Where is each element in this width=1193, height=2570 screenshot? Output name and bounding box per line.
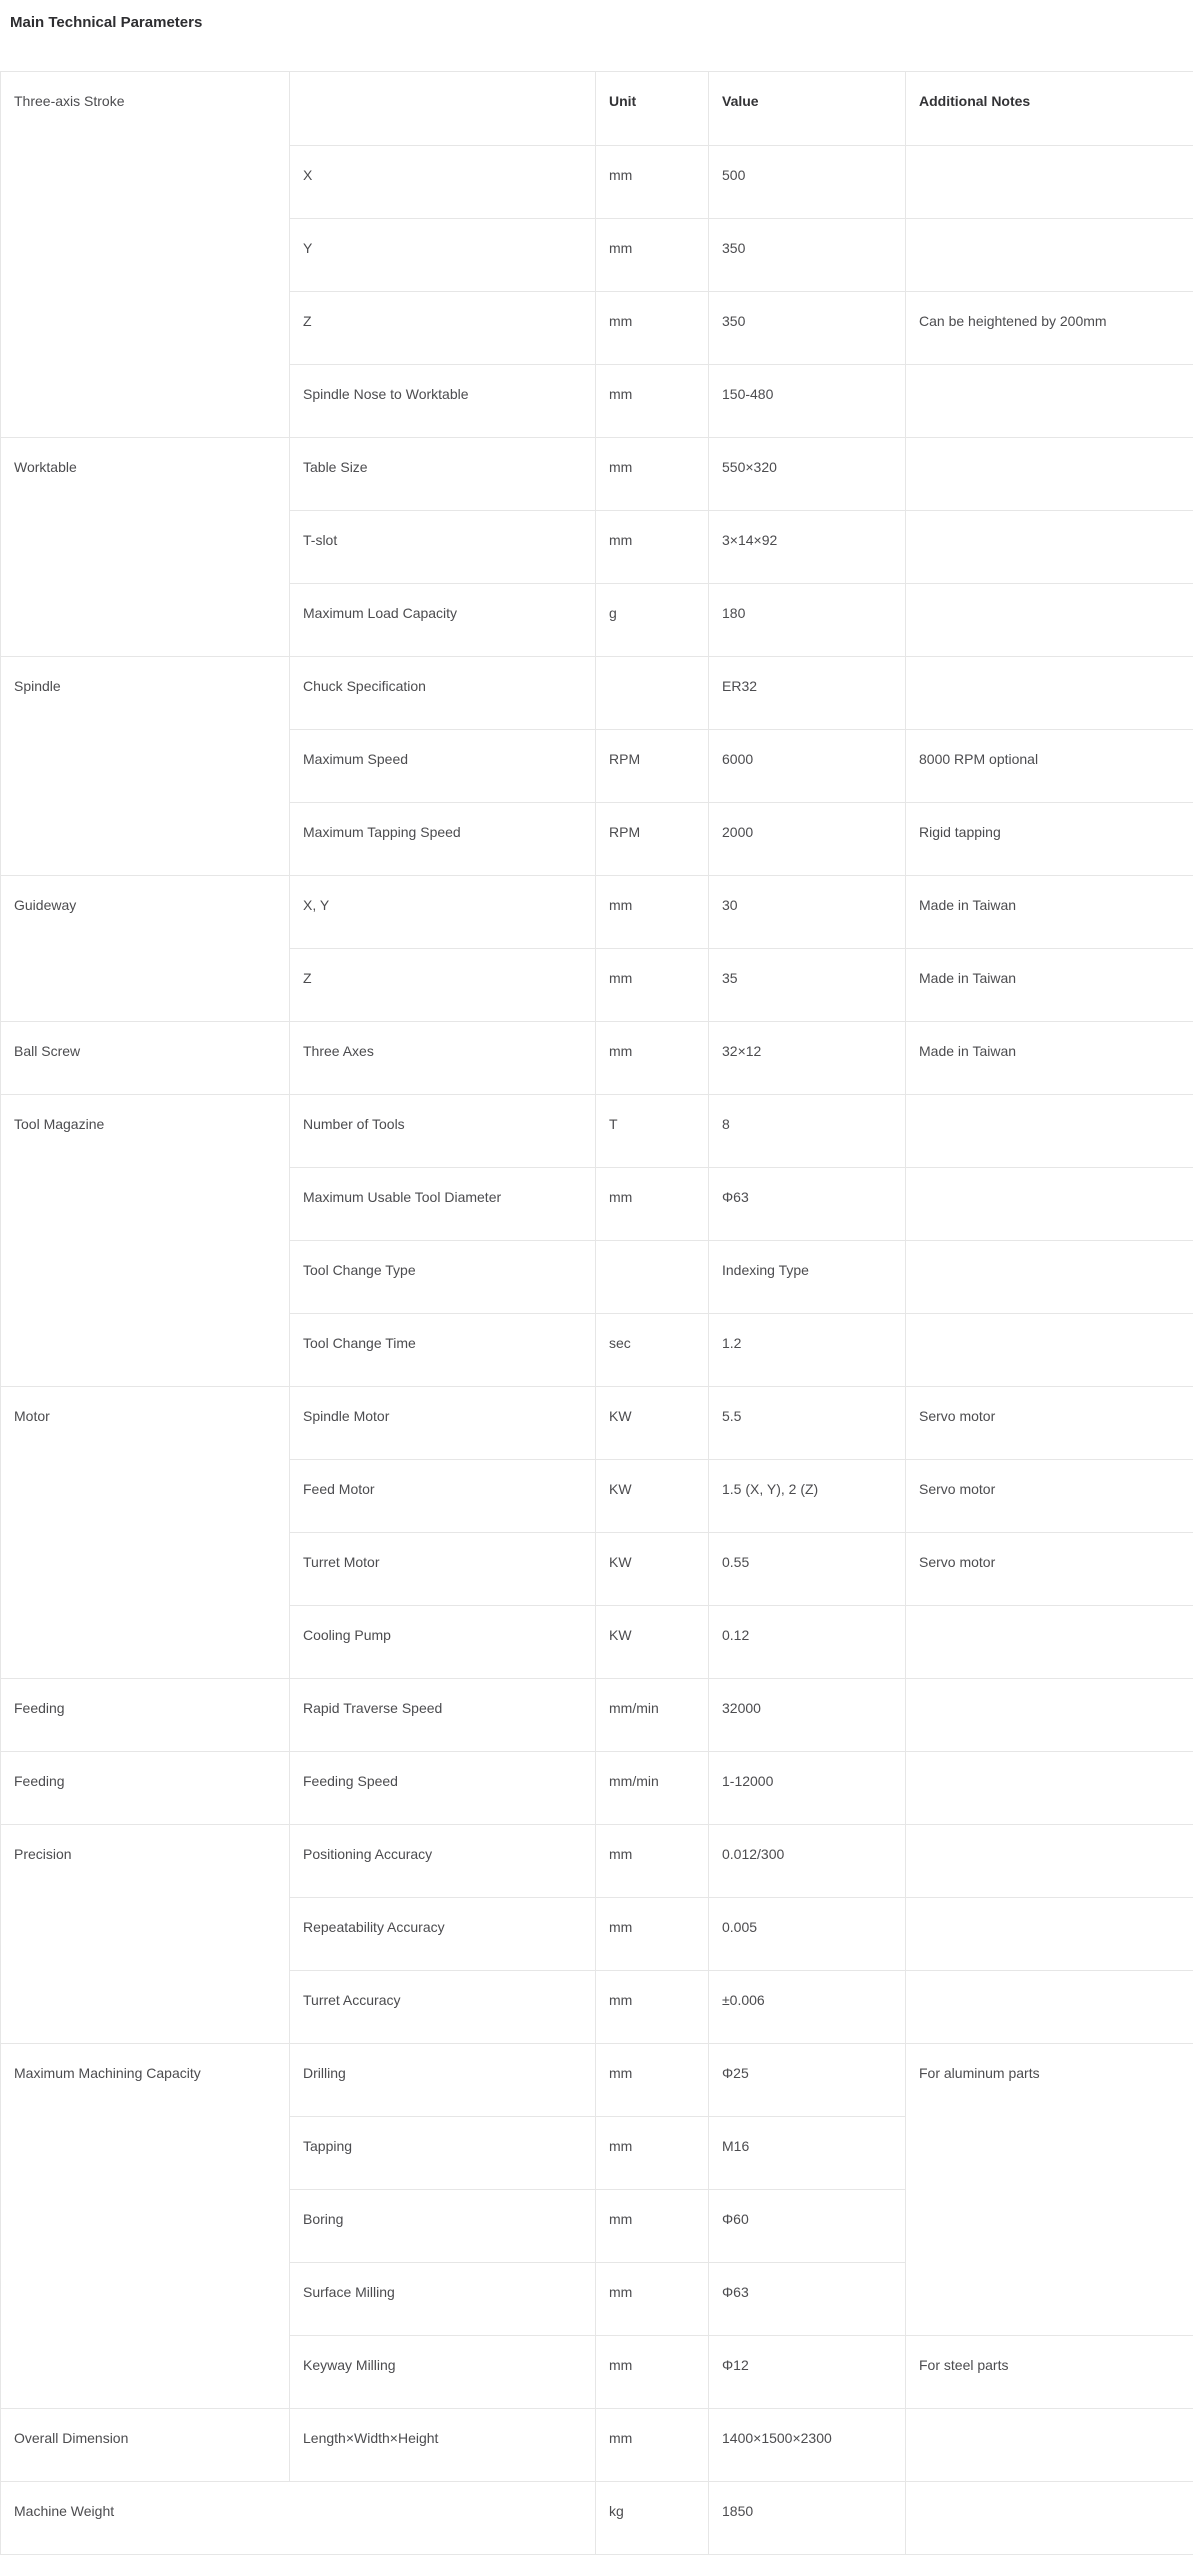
value-cell: ER32 — [709, 657, 906, 730]
value-cell: 5.5 — [709, 1387, 906, 1460]
notes-cell — [906, 1971, 1193, 2044]
table-row — [1, 1752, 1193, 1825]
category-cell: Machine Weight — [1, 2482, 596, 2555]
unit-cell: mm — [596, 2263, 709, 2336]
column-header-value: Value — [709, 72, 906, 146]
notes-cell: Servo motor — [906, 1387, 1193, 1460]
column-header-parameter — [290, 72, 596, 146]
notes-cell — [906, 1314, 1193, 1387]
category-cell: Motor — [1, 1387, 290, 1679]
unit-cell: mm — [596, 1168, 709, 1241]
notes-cell — [906, 1241, 1193, 1314]
parameter-cell: Cooling Pump — [290, 1606, 596, 1679]
unit-cell: mm — [596, 1825, 709, 1898]
parameter-cell: Surface Milling — [290, 2263, 596, 2336]
unit-cell — [596, 657, 709, 730]
notes-cell — [906, 657, 1193, 730]
value-cell: Φ12 — [709, 2336, 906, 2409]
unit-cell: RPM — [596, 803, 709, 876]
unit-cell: KW — [596, 1606, 709, 1679]
category-cell: Overall Dimension — [1, 2409, 290, 2482]
unit-cell: RPM — [596, 730, 709, 803]
value-cell: 500 — [709, 146, 906, 219]
table-row — [1, 657, 1193, 730]
value-cell: 0.005 — [709, 1898, 906, 1971]
value-cell: 350 — [709, 219, 906, 292]
parameter-cell: Turret Motor — [290, 1533, 596, 1606]
unit-cell: mm — [596, 2044, 709, 2117]
value-cell: Φ60 — [709, 2190, 906, 2263]
value-cell: 8 — [709, 1095, 906, 1168]
unit-cell: mm — [596, 2336, 709, 2409]
notes-cell — [906, 2482, 1193, 2555]
parameter-cell: Maximum Speed — [290, 730, 596, 803]
notes-cell: For aluminum parts — [906, 2044, 1193, 2336]
value-cell: 35 — [709, 949, 906, 1022]
notes-cell: Rigid tapping — [906, 803, 1193, 876]
unit-cell: mm — [596, 438, 709, 511]
table-row — [1, 2409, 1193, 2482]
table-row — [1, 1022, 1193, 1095]
unit-cell: mm — [596, 292, 709, 365]
value-cell: 30 — [709, 876, 906, 949]
parameter-cell: Repeatability Accuracy — [290, 1898, 596, 1971]
unit-cell: mm — [596, 511, 709, 584]
parameter-cell: Length×Width×Height — [290, 2409, 596, 2482]
unit-cell: mm — [596, 1022, 709, 1095]
category-cell: Guideway — [1, 876, 290, 1022]
table-row — [1, 1095, 1193, 1168]
column-header-notes: Additional Notes — [906, 72, 1193, 146]
notes-cell: Made in Taiwan — [906, 949, 1193, 1022]
notes-cell — [906, 1679, 1193, 1752]
table-row — [1, 1679, 1193, 1752]
parameter-cell: Z — [290, 292, 596, 365]
table-row — [1, 1387, 1193, 1460]
value-cell: 0.12 — [709, 1606, 906, 1679]
parameter-cell: Positioning Accuracy — [290, 1825, 596, 1898]
value-cell: 3×14×92 — [709, 511, 906, 584]
value-cell: 1-12000 — [709, 1752, 906, 1825]
unit-cell: T — [596, 1095, 709, 1168]
notes-cell: Made in Taiwan — [906, 1022, 1193, 1095]
notes-cell — [906, 365, 1193, 438]
category-cell: Tool Magazine — [1, 1095, 290, 1387]
parameter-cell: Number of Tools — [290, 1095, 596, 1168]
parameter-cell: Z — [290, 949, 596, 1022]
unit-cell: mm — [596, 2190, 709, 2263]
parameter-cell: Table Size — [290, 438, 596, 511]
page-title: Main Technical Parameters — [10, 14, 203, 31]
category-cell: Feeding — [1, 1679, 290, 1752]
value-cell: 0.012/300 — [709, 1825, 906, 1898]
value-cell: 1400×1500×2300 — [709, 2409, 906, 2482]
notes-cell — [906, 584, 1193, 657]
unit-cell: g — [596, 584, 709, 657]
table-row — [1, 2044, 1193, 2117]
column-header-unit: Unit — [596, 72, 709, 146]
notes-cell: Made in Taiwan — [906, 876, 1193, 949]
category-cell: Precision — [1, 1825, 290, 2044]
parameter-cell: Tool Change Time — [290, 1314, 596, 1387]
unit-cell: mm/min — [596, 1752, 709, 1825]
value-cell: Φ25 — [709, 2044, 906, 2117]
value-cell: 350 — [709, 292, 906, 365]
value-cell: 1.5 (X, Y), 2 (Z) — [709, 1460, 906, 1533]
table-row — [1, 438, 1193, 511]
notes-cell: Can be heightened by 200mm — [906, 292, 1193, 365]
value-cell: 150-480 — [709, 365, 906, 438]
notes-cell — [906, 1898, 1193, 1971]
parameter-cell: Maximum Load Capacity — [290, 584, 596, 657]
category-cell: Ball Screw — [1, 1022, 290, 1095]
category-cell: Feeding — [1, 1752, 290, 1825]
unit-cell: kg — [596, 2482, 709, 2555]
parameter-cell: T-slot — [290, 511, 596, 584]
unit-cell: mm — [596, 1898, 709, 1971]
notes-cell — [906, 1095, 1193, 1168]
unit-cell: sec — [596, 1314, 709, 1387]
table-row — [1, 2482, 1193, 2555]
value-cell: 32×12 — [709, 1022, 906, 1095]
parameter-cell: Feed Motor — [290, 1460, 596, 1533]
notes-cell — [906, 1168, 1193, 1241]
notes-cell: For steel parts — [906, 2336, 1193, 2409]
category-cell: Spindle — [1, 657, 290, 876]
notes-cell: Servo motor — [906, 1533, 1193, 1606]
unit-cell: mm — [596, 876, 709, 949]
unit-cell: mm — [596, 2409, 709, 2482]
parameter-cell: X — [290, 146, 596, 219]
notes-cell — [906, 1825, 1193, 1898]
category-cell: Three-axis Stroke — [1, 72, 290, 438]
notes-cell — [906, 219, 1193, 292]
value-cell: 0.55 — [709, 1533, 906, 1606]
parameter-cell: Maximum Usable Tool Diameter — [290, 1168, 596, 1241]
parameter-cell: Y — [290, 219, 596, 292]
parameter-cell: X, Y — [290, 876, 596, 949]
table-header-row — [1, 72, 1193, 146]
unit-cell: KW — [596, 1460, 709, 1533]
notes-cell — [906, 1752, 1193, 1825]
value-cell: 550×320 — [709, 438, 906, 511]
parameter-cell: Keyway Milling — [290, 2336, 596, 2409]
value-cell: 1850 — [709, 2482, 906, 2555]
parameter-cell: Feeding Speed — [290, 1752, 596, 1825]
value-cell: Φ63 — [709, 2263, 906, 2336]
parameter-cell: Three Axes — [290, 1022, 596, 1095]
parameter-cell: Spindle Motor — [290, 1387, 596, 1460]
unit-cell: mm — [596, 365, 709, 438]
title-bar — [0, 0, 1193, 71]
parameter-cell: Tool Change Type — [290, 1241, 596, 1314]
notes-cell — [906, 146, 1193, 219]
category-cell: Maximum Machining Capacity — [1, 2044, 290, 2409]
notes-cell: 8000 RPM optional — [906, 730, 1193, 803]
value-cell: 180 — [709, 584, 906, 657]
parameter-cell: Spindle Nose to Worktable — [290, 365, 596, 438]
parameter-cell: Turret Accuracy — [290, 1971, 596, 2044]
spec-table — [0, 71, 1193, 2555]
notes-cell — [906, 2409, 1193, 2482]
unit-cell: mm — [596, 1971, 709, 2044]
value-cell: Φ63 — [709, 1168, 906, 1241]
parameter-cell: Maximum Tapping Speed — [290, 803, 596, 876]
notes-cell: Servo motor — [906, 1460, 1193, 1533]
notes-cell — [906, 438, 1193, 511]
parameter-cell: Boring — [290, 2190, 596, 2263]
unit-cell: mm — [596, 219, 709, 292]
value-cell: ±0.006 — [709, 1971, 906, 2044]
unit-cell: KW — [596, 1533, 709, 1606]
notes-cell — [906, 1606, 1193, 1679]
parameter-cell: Drilling — [290, 2044, 596, 2117]
category-cell: Worktable — [1, 438, 290, 657]
unit-cell: mm — [596, 146, 709, 219]
table-row — [1, 876, 1193, 949]
unit-cell: mm — [596, 2117, 709, 2190]
unit-cell: KW — [596, 1387, 709, 1460]
parameter-cell: Rapid Traverse Speed — [290, 1679, 596, 1752]
parameter-cell: Tapping — [290, 2117, 596, 2190]
value-cell: 2000 — [709, 803, 906, 876]
value-cell: M16 — [709, 2117, 906, 2190]
unit-cell: mm — [596, 949, 709, 1022]
unit-cell — [596, 1241, 709, 1314]
table-row — [1, 1825, 1193, 1898]
value-cell: 6000 — [709, 730, 906, 803]
notes-cell — [906, 511, 1193, 584]
parameter-cell: Chuck Specification — [290, 657, 596, 730]
unit-cell: mm/min — [596, 1679, 709, 1752]
value-cell: Indexing Type — [709, 1241, 906, 1314]
value-cell: 32000 — [709, 1679, 906, 1752]
value-cell: 1.2 — [709, 1314, 906, 1387]
